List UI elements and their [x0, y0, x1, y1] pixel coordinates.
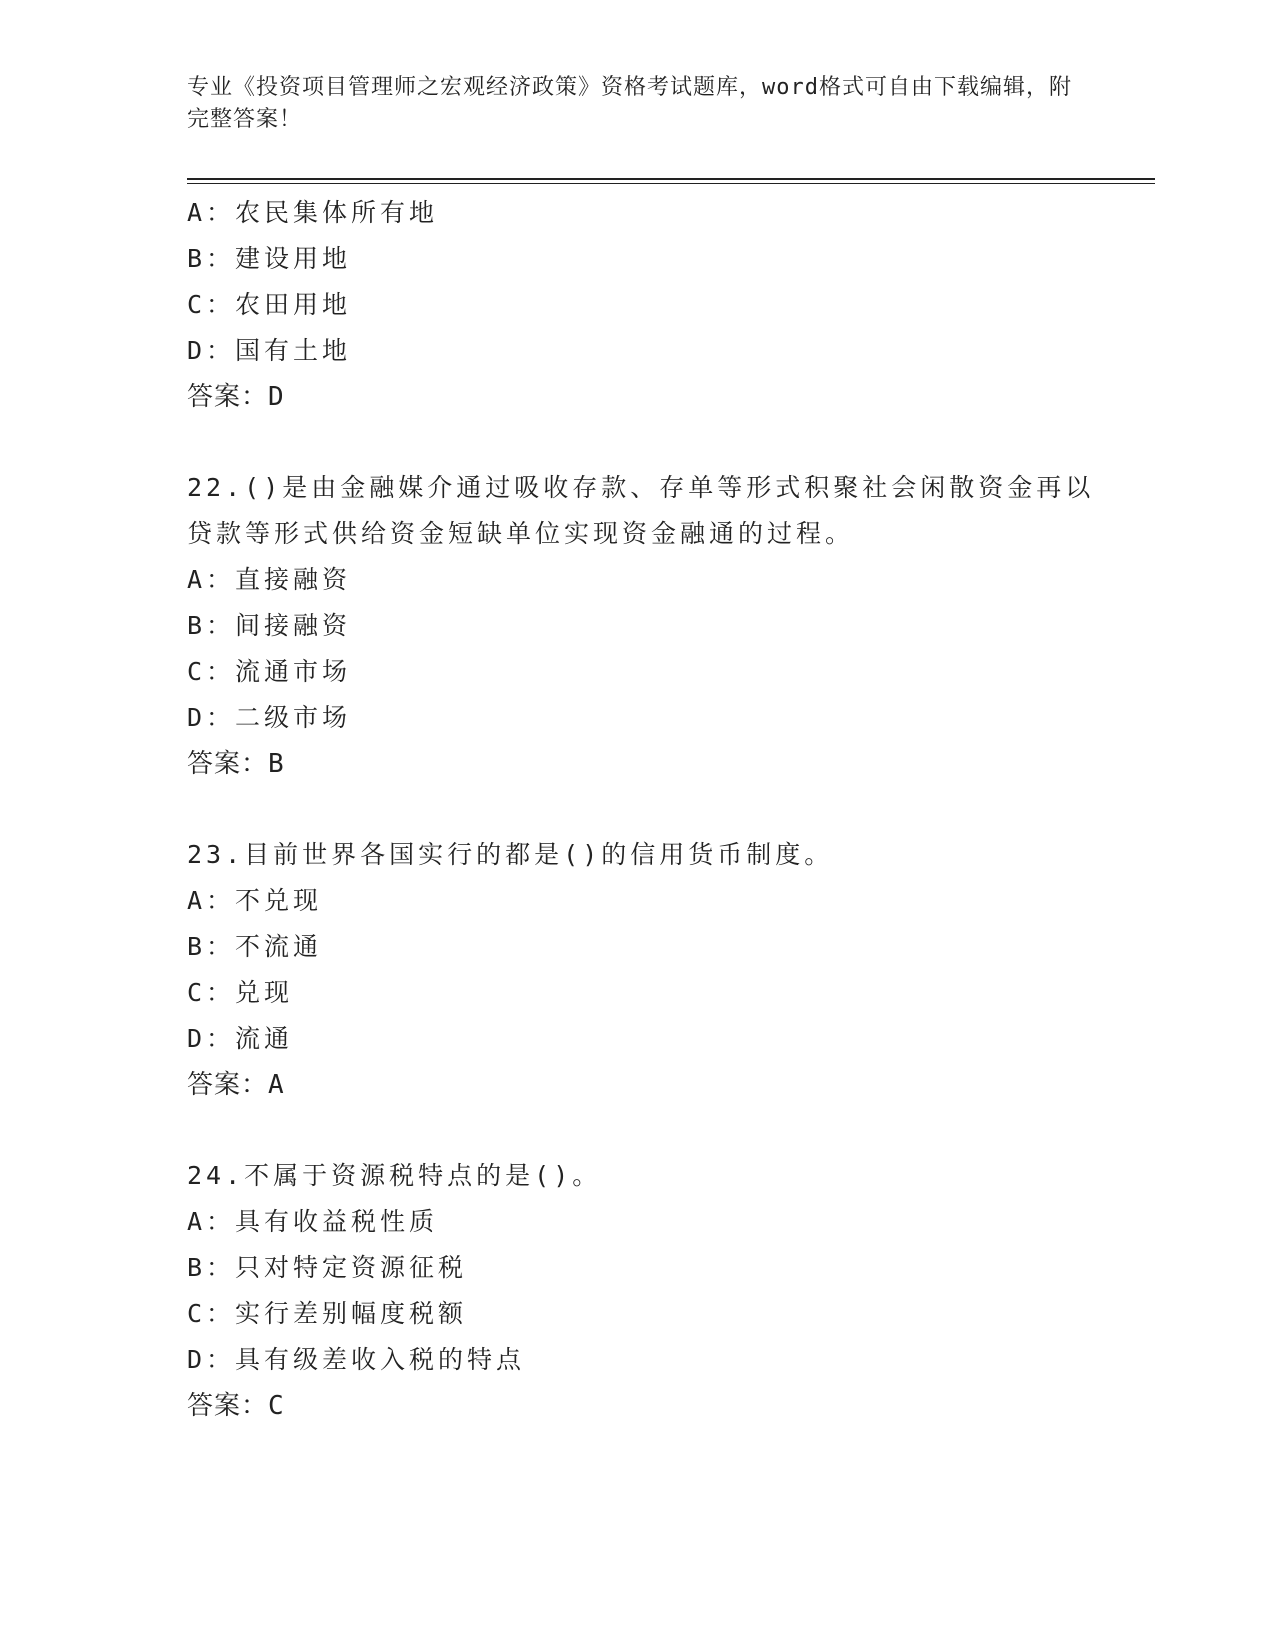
question-22 [187, 465, 1117, 787]
option-d: D：国有土地 [187, 336, 352, 365]
header-divider-thick [187, 178, 1155, 180]
header-divider-thin [187, 183, 1155, 184]
option-c: C：实行差别幅度税额 [187, 1299, 468, 1328]
document-header: 专业《投资项目管理师之宏观经济政策》资格考试题库，word格式可自由下载编辑，附完整答案！ [187, 75, 1072, 132]
question-24 [187, 1153, 1117, 1429]
answer-line: 答案：A [187, 1070, 285, 1100]
option-b: B：只对特定资源征税 [187, 1253, 468, 1282]
option-c: C：流通市场 [187, 657, 352, 686]
option-a: A：不兑现 [187, 886, 323, 915]
answer-line: 答案：B [187, 749, 285, 779]
question-23 [187, 832, 1117, 1108]
option-c: C：兑现 [187, 978, 294, 1007]
question-stem: 23.目前世界各国实行的都是()的信用货币制度。 [187, 840, 834, 869]
option-b: B：建设用地 [187, 244, 352, 273]
question-stem: 22.()是由金融媒介通过吸收存款、存单等形式积聚社会闲散资金再以贷款等形式供给资金短缺单位实现资金融通的过程。 [187, 473, 1095, 548]
option-a: A：直接融资 [187, 565, 352, 594]
option-d: D：二级市场 [187, 703, 352, 732]
option-b: B：不流通 [187, 932, 323, 961]
question-list [187, 190, 1117, 1474]
option-c: C：农田用地 [187, 290, 352, 319]
answer-line: 答案：C [187, 1391, 285, 1421]
question-stem: 24.不属于资源税特点的是()。 [187, 1161, 602, 1190]
option-d: D：具有级差收入税的特点 [187, 1345, 526, 1374]
answer-line: 答案：D [187, 382, 285, 412]
option-a: A：农民集体所有地 [187, 198, 439, 227]
option-d: D：流通 [187, 1024, 294, 1053]
option-a: A：具有收益税性质 [187, 1207, 439, 1236]
question-21-partial [187, 190, 1117, 420]
option-b: B：间接融资 [187, 611, 352, 640]
